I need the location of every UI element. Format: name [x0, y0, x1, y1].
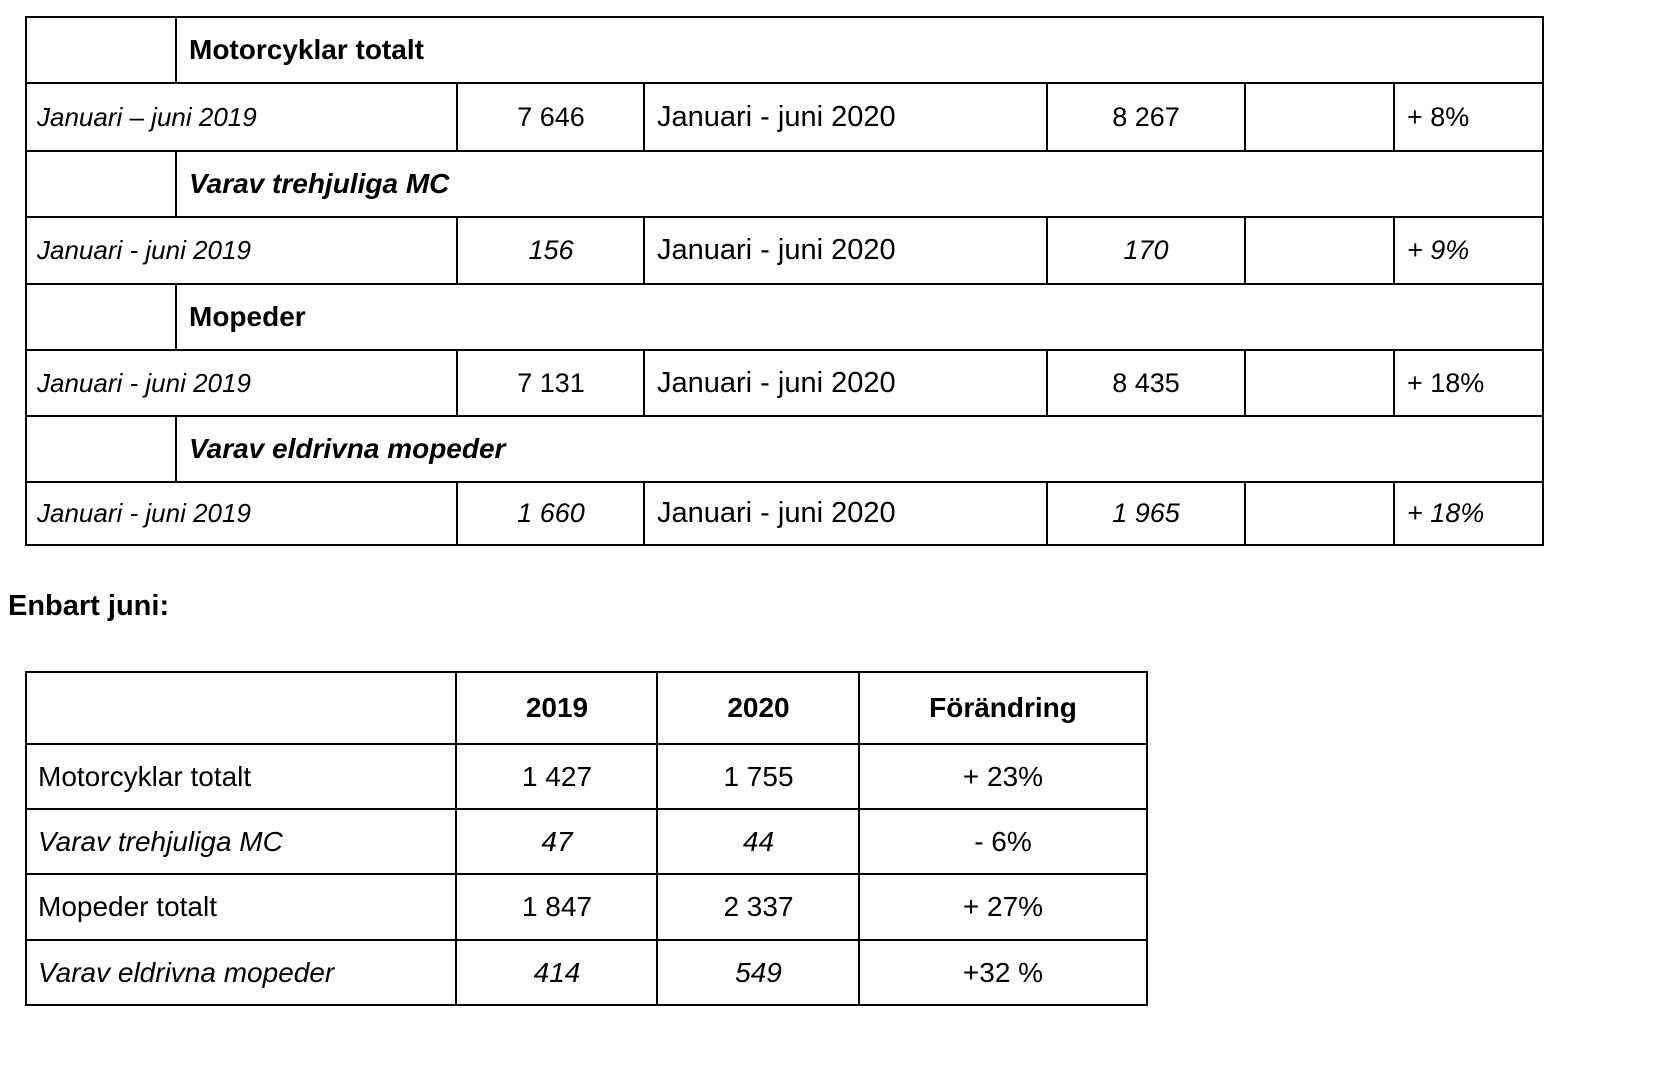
period-label-2020: Januari - juni 2020 — [643, 218, 1046, 283]
section-title-june: Enbart juni: — [8, 590, 170, 622]
section-heading-eldrivna: Varav eldrivna mopeder — [175, 417, 1542, 481]
empty-cell — [1244, 218, 1394, 283]
empty-cell — [1244, 483, 1394, 544]
header-2019: 2019 — [455, 673, 657, 743]
period-label-2020: Januari - juni 2020 — [643, 351, 1046, 415]
value-2019: 7 646 — [456, 84, 644, 150]
table-row — [27, 82, 1542, 150]
period-label-2019: Januari - juni 2019 — [37, 235, 251, 265]
header-2020: 2020 — [656, 673, 859, 743]
section-heading-motorcyklar: Motorcyklar totalt — [175, 18, 1542, 82]
period-label-2019: Januari - juni 2019 — [37, 367, 251, 398]
header-empty — [27, 673, 456, 743]
table-row — [27, 481, 1542, 544]
table-header-row — [27, 673, 1146, 743]
period-label-2020: Januari - juni 2020 — [643, 84, 1046, 150]
period-comparison-table — [25, 16, 1544, 546]
section-heading-trehjuliga: Varav trehjuliga MC — [175, 152, 1542, 216]
empty-cell — [1244, 84, 1394, 150]
section-heading-row — [27, 18, 1542, 82]
value-2020: 1 755 — [656, 745, 859, 808]
value-2020: 2 337 — [656, 875, 859, 939]
value-2020: 44 — [656, 810, 859, 873]
section-heading-row — [27, 283, 1542, 349]
change-percent: + 23% — [858, 745, 1146, 808]
change-percent: + 9% — [1393, 218, 1542, 283]
period-label-2019: Januari – juni 2019 — [37, 101, 257, 132]
change-percent: + 27% — [858, 875, 1146, 939]
section-heading-row — [27, 415, 1542, 481]
row-label: Varav eldrivna mopeder — [38, 956, 335, 988]
value-2019: 156 — [456, 218, 644, 283]
period-label-2019: Januari - juni 2019 — [37, 498, 251, 528]
change-percent: - 6% — [858, 810, 1146, 873]
value-2019: 47 — [455, 810, 657, 873]
value-2019: 1 847 — [455, 875, 657, 939]
value-2020: 8 435 — [1046, 351, 1244, 415]
section-heading-spacer — [27, 18, 177, 82]
change-percent: + 18% — [1393, 351, 1542, 415]
table-row — [27, 349, 1542, 415]
value-2020: 549 — [656, 941, 859, 1004]
change-percent: + 8% — [1393, 84, 1542, 150]
period-label-2020: Januari - juni 2020 — [643, 483, 1046, 544]
section-heading-mopeder: Mopeder — [175, 285, 1542, 349]
header-change: Förändring — [858, 673, 1146, 743]
table-row — [27, 939, 1146, 1004]
value-2019: 1 660 — [456, 483, 644, 544]
table-row — [27, 873, 1146, 939]
value-2020: 170 — [1046, 218, 1244, 283]
change-percent: +32 % — [858, 941, 1146, 1004]
table-row — [27, 216, 1542, 283]
value-2019: 7 131 — [456, 351, 644, 415]
section-heading-spacer — [27, 152, 177, 216]
table-row — [27, 808, 1146, 873]
value-2019: 414 — [455, 941, 657, 1004]
value-2020: 8 267 — [1046, 84, 1244, 150]
section-heading-spacer — [27, 285, 177, 349]
change-percent: + 18% — [1393, 483, 1542, 544]
value-2020: 1 965 — [1046, 483, 1244, 544]
section-heading-spacer — [27, 417, 177, 481]
row-label: Motorcyklar totalt — [38, 760, 252, 792]
row-label: Varav trehjuliga MC — [38, 825, 283, 857]
row-label: Mopeder totalt — [38, 891, 217, 922]
empty-cell — [1244, 351, 1394, 415]
table-row — [27, 743, 1146, 808]
june-table — [25, 671, 1148, 1006]
section-heading-row — [27, 150, 1542, 216]
value-2019: 1 427 — [455, 745, 657, 808]
